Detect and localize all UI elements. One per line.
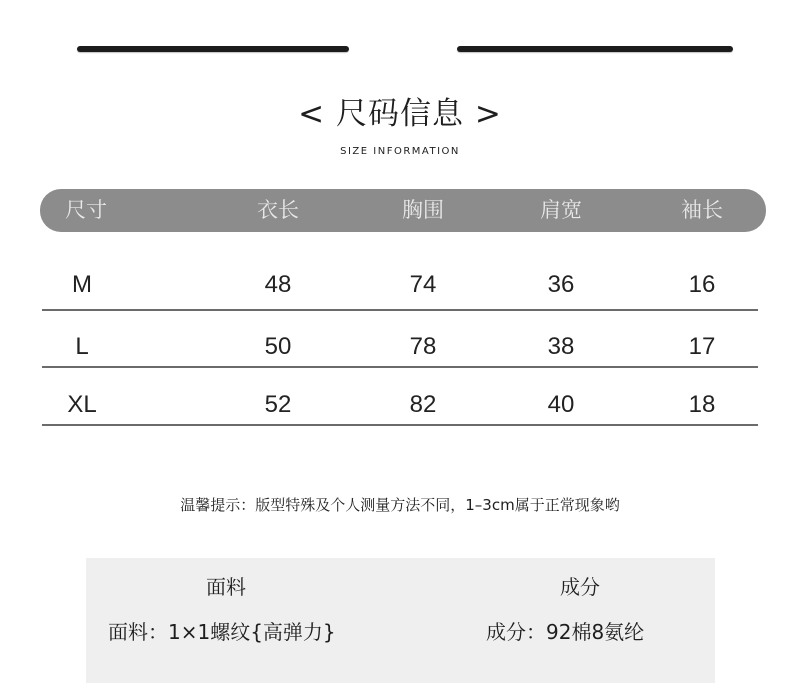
cell-size: XL bbox=[67, 391, 97, 418]
header-size: 尺寸 bbox=[65, 198, 107, 222]
composition-header: 成分 bbox=[560, 575, 600, 599]
table-row bbox=[42, 256, 758, 314]
cell-shoulder: 40 bbox=[547, 391, 575, 418]
header-shoulder: 肩宽 bbox=[540, 198, 582, 222]
top-divider-left bbox=[77, 46, 349, 52]
cell-chest: 78 bbox=[409, 333, 437, 360]
cell-shoulder: 36 bbox=[547, 271, 575, 298]
cell-length: 52 bbox=[264, 391, 292, 418]
top-divider-right bbox=[457, 46, 733, 52]
cell-shoulder: 38 bbox=[547, 333, 575, 360]
cell-size: L bbox=[75, 333, 89, 360]
header-length: 衣长 bbox=[257, 198, 299, 222]
sizing-note: 温馨提示：版型特殊及个人测量方法不同，1–3cm属于正常现象哟 bbox=[180, 496, 620, 514]
cell-sleeve: 17 bbox=[688, 333, 716, 360]
row-divider bbox=[42, 366, 758, 368]
cell-size: M bbox=[72, 271, 92, 298]
row-divider bbox=[42, 424, 758, 426]
page-subtitle: SIZE INFORMATION bbox=[340, 146, 460, 157]
material-panel bbox=[86, 558, 715, 683]
cell-chest: 74 bbox=[409, 271, 437, 298]
row-divider bbox=[42, 309, 758, 311]
cell-sleeve: 16 bbox=[688, 271, 716, 298]
fabric-value: 面料：1×1螺纹{高弹力} bbox=[108, 620, 336, 644]
header-sleeve: 袖长 bbox=[681, 198, 723, 222]
cell-sleeve: 18 bbox=[688, 391, 716, 418]
page-title: < 尺码信息 > bbox=[298, 96, 502, 132]
composition-value: 成分：92棉8氨纶 bbox=[486, 620, 645, 644]
cell-length: 50 bbox=[264, 333, 292, 360]
header-chest: 胸围 bbox=[402, 198, 444, 222]
size-table-header bbox=[40, 189, 766, 232]
fabric-header: 面料 bbox=[206, 575, 246, 599]
cell-length: 48 bbox=[264, 271, 292, 298]
cell-chest: 82 bbox=[409, 391, 437, 418]
